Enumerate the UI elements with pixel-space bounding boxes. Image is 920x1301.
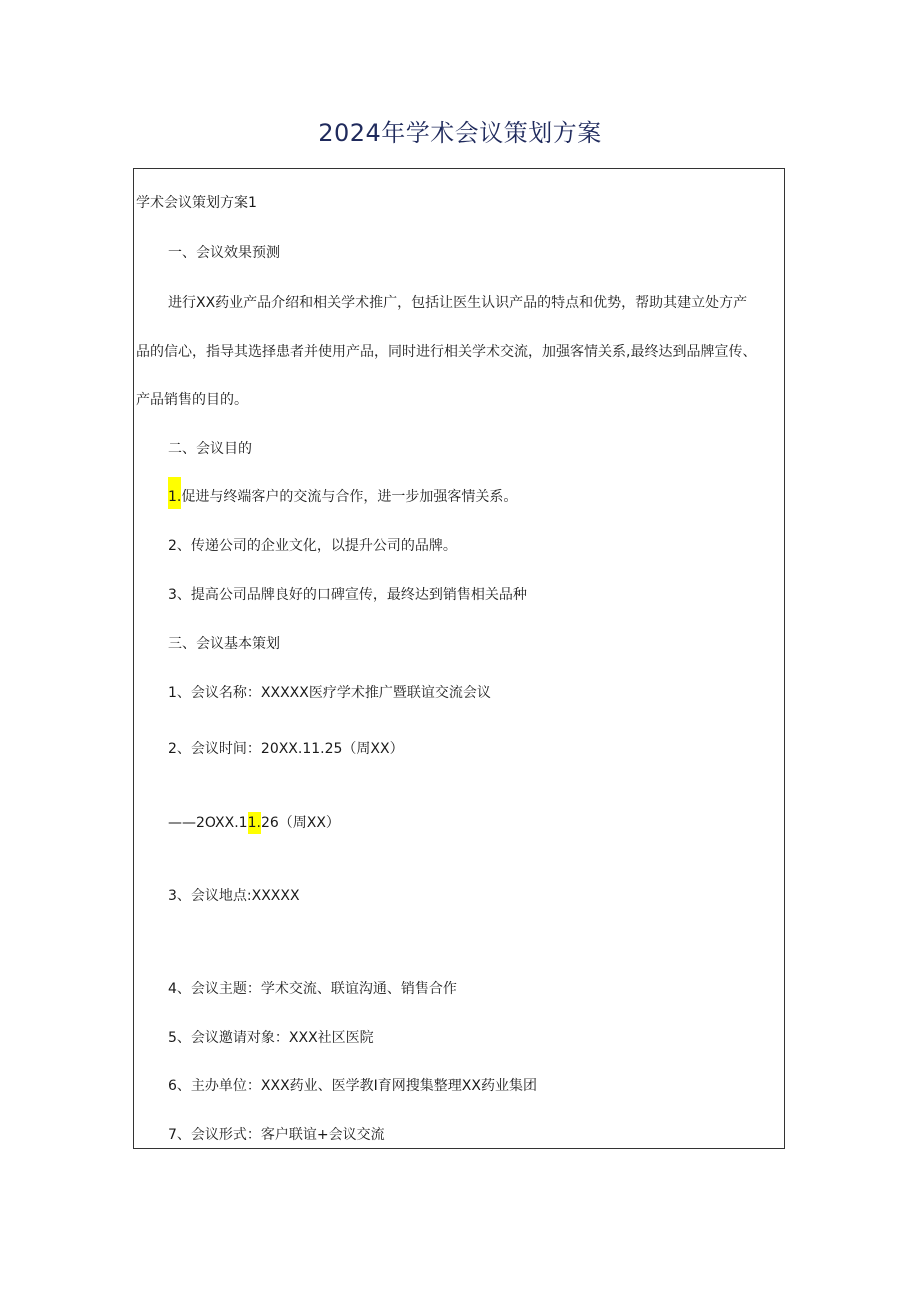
purpose-item-text: 促进与终端客户的交流与合作，进一步加强客情关系。 (181, 489, 518, 505)
document-title: 2024年学术会议策划方案 (318, 119, 602, 147)
purpose-item-2: 2、传递公司的企业文化，以提升公司的品牌。 (168, 538, 457, 554)
doc-heading: 学术会议策划方案1 (136, 195, 257, 211)
time-end-suffix: 26（周XX） (260, 815, 340, 831)
content-box (133, 168, 785, 1149)
plan-item-organizer: 6、主办单位：XXX药业、医学教I育网搜集整理XX药业集团 (168, 1078, 537, 1094)
plan-item-format: 7、会议形式：客户联谊+会议交流 (168, 1127, 385, 1143)
section-title-effect: 一、会议效果预测 (168, 245, 280, 261)
plan-item-theme: 4、会议主题：学术交流、联谊沟通、销售合作 (168, 981, 457, 997)
paragraph-line: 产品销售的目的。 (136, 392, 248, 408)
highlighted-text: 1. (248, 812, 261, 834)
plan-item-name: 1、会议名称：XXXXX医疗学术推广暨联谊交流会议 (168, 685, 491, 701)
highlighted-number: 1. (168, 477, 181, 509)
paragraph-line: 进行XX药业产品介绍和相关学术推广，包括让医生认识产品的特点和优势，帮助其建立处方产 (168, 295, 748, 311)
plan-item-invitees: 5、会议邀请对象：XXX社区医院 (168, 1030, 374, 1046)
section-title-plan: 三、会议基本策划 (168, 636, 280, 652)
plan-item-time-end (168, 813, 340, 833)
section-title-purpose: 二、会议目的 (168, 441, 252, 457)
paragraph-line: 品的信心，指导其选择患者并使用产品，同时进行相关学术交流，加强客情关系,最终达到品牌宣传、 (136, 344, 757, 360)
time-end-prefix: ——2OXX.1 (168, 815, 248, 831)
plan-item-location: 3、会议地点:XXXXX (168, 888, 300, 904)
purpose-item-1 (168, 487, 517, 507)
plan-item-time: 2、会议时间：20XX.11.25（周XX） (168, 741, 404, 757)
purpose-item-3: 3、提高公司品牌良好的口碑宣传，最终达到销售相关品种 (168, 587, 527, 603)
